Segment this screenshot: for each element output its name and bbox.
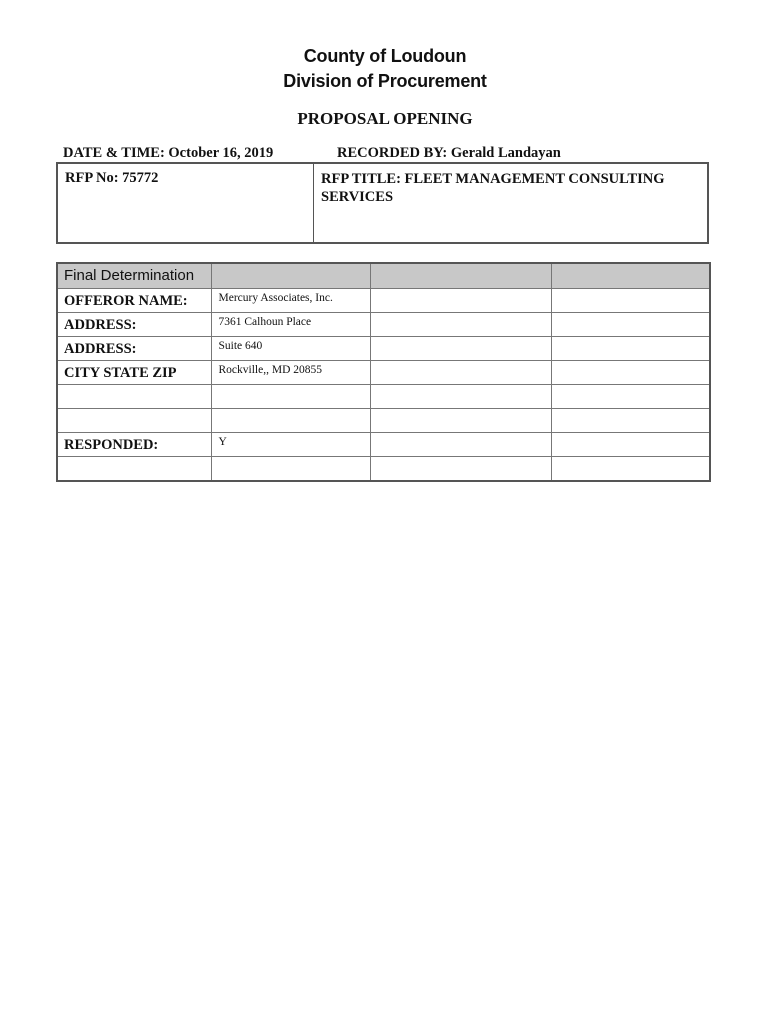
rfp-title: RFP TITLE: FLEET MANAGEMENT CONSULTING SERVICES <box>321 171 665 205</box>
row-label: ADDRESS: <box>64 317 137 333</box>
row-label <box>58 409 211 413</box>
row-label <box>58 457 211 461</box>
row-value: Suite 640 <box>218 340 263 352</box>
final-determination-label: Final Determination <box>64 267 195 284</box>
table-header-row <box>57 263 710 289</box>
empty-cell <box>551 313 710 337</box>
row-label: CITY STATE ZIP <box>64 365 177 381</box>
table-row <box>57 433 710 457</box>
row-value: 7361 Calhoun Place <box>218 316 312 328</box>
empty-cell <box>551 409 710 433</box>
row-value: Y <box>218 436 227 448</box>
empty-cell <box>551 337 710 361</box>
row-value: Mercury Associates, Inc. <box>218 292 333 304</box>
table-row <box>57 385 710 409</box>
table-row <box>57 337 710 361</box>
table-row <box>57 289 710 313</box>
empty-cell <box>551 289 710 313</box>
rfp-info-box <box>56 162 709 244</box>
row-value: Rockville,, MD 20855 <box>218 364 322 376</box>
row-value <box>212 385 370 388</box>
row-label: RESPONDED: <box>64 437 159 453</box>
document-title: PROPOSAL OPENING <box>297 109 473 128</box>
table-row <box>57 361 710 385</box>
empty-cell <box>551 385 710 409</box>
empty-cell <box>370 361 551 385</box>
row-value <box>212 457 370 460</box>
table-row <box>57 457 710 482</box>
row-label <box>58 385 211 389</box>
organization-name: County of Loudoun <box>303 46 467 66</box>
header-cell <box>370 263 551 289</box>
row-label: ADDRESS: <box>64 341 137 357</box>
empty-cell <box>551 457 710 482</box>
rfp-number: RFP No: 75772 <box>58 164 314 242</box>
empty-cell <box>370 289 551 313</box>
empty-cell <box>551 433 710 457</box>
row-value <box>212 409 370 412</box>
header-cell <box>551 263 710 289</box>
empty-cell <box>370 337 551 361</box>
date-time-line: DATE & TIME: October 16, 2019 <box>63 145 274 161</box>
empty-cell <box>370 313 551 337</box>
empty-cell <box>370 385 551 409</box>
division-name: Division of Procurement <box>283 71 487 91</box>
header-cell <box>57 263 211 289</box>
header-cell <box>211 263 370 289</box>
empty-cell <box>370 433 551 457</box>
empty-cell <box>551 361 710 385</box>
row-label: OFFEROR NAME: <box>64 293 188 309</box>
empty-cell <box>370 409 551 433</box>
recorded-by-line: RECORDED BY: Gerald Landayan <box>337 145 561 161</box>
determination-table <box>56 262 711 482</box>
table-row <box>57 409 710 433</box>
empty-cell <box>370 457 551 482</box>
table-row <box>57 313 710 337</box>
